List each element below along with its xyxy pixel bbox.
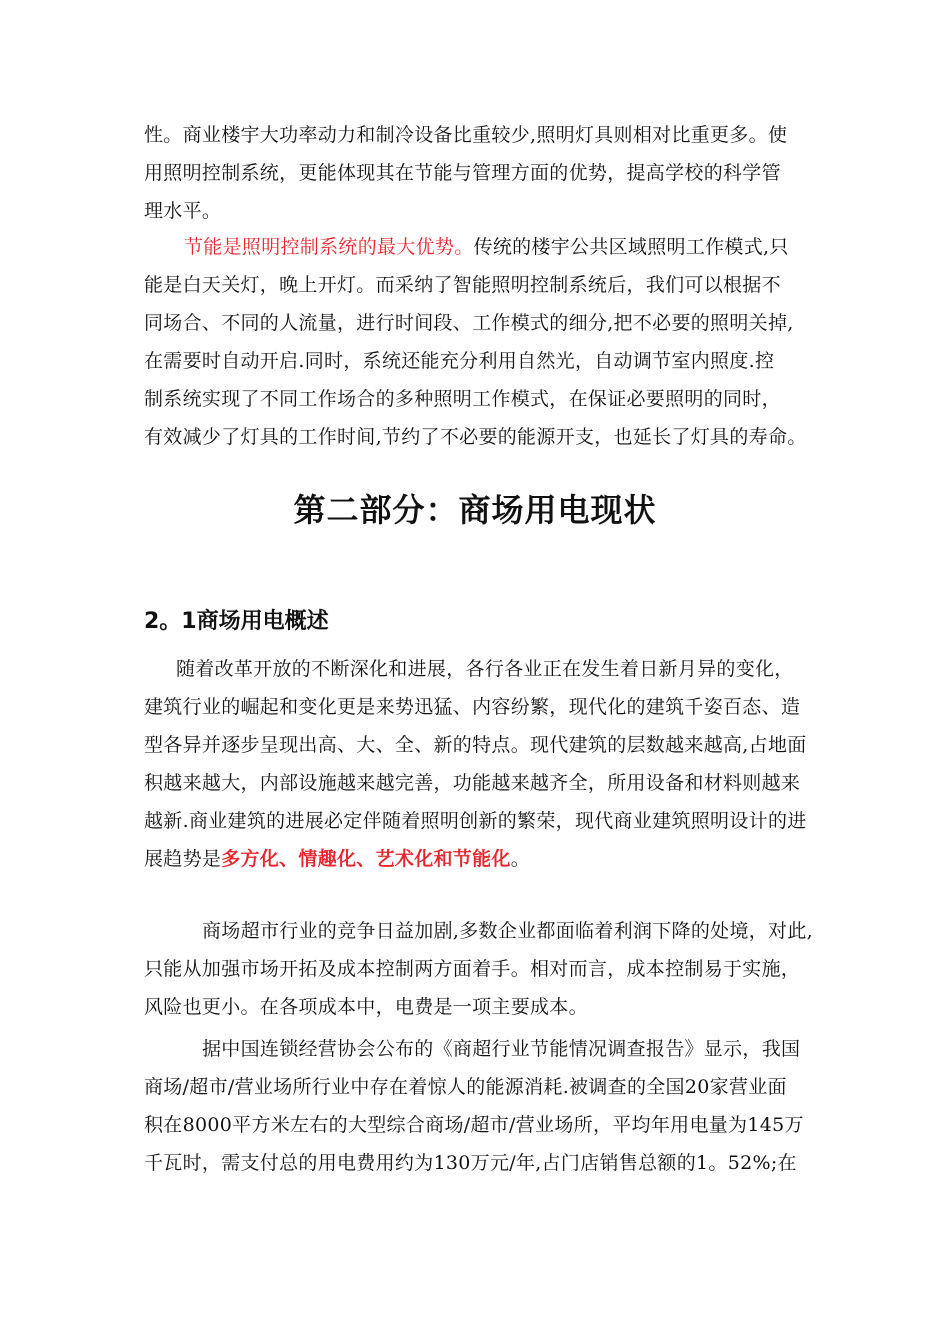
overview-line-3: 型各异并逐步呈现出高、大、全、新的特点。现代建筑的层数越来越高,占地面 (144, 734, 807, 756)
intro-line-2: 用照明控制系统，更能体现其在节能与管理方面的优势，提高学校的科学管 (144, 162, 781, 184)
energy-line-4: 在需要时自动开启.同时，系统还能充分利用自然光，自动调节室内照度.控 (144, 350, 775, 372)
intro-paragraph (144, 116, 814, 230)
overview-line-5: 越新.商业建筑的进展必定伴随着照明创新的繁荣，现代商业建筑照明设计的进 (144, 810, 807, 832)
report-line-4: 千瓦时，需支付总的用电费用约为130万元/年,占门店销售总额的1。52%;在 (144, 1152, 797, 1174)
overview-last-prefix: 展趋势是 (144, 848, 222, 870)
overview-line-6 (144, 840, 814, 878)
competition-line-1: 商场超市行业的竞争日益加剧,多数企业都面临着利润下降的处境，对此, (202, 920, 813, 942)
overview-line-4: 积越来越大，内部设施越来越完善，功能越来越齐全，所用设备和材料则越来 (144, 772, 801, 794)
overview-line-1: 随着改革开放的不断深化和进展，各行各业正在发生着日新月异的变化， (176, 658, 794, 680)
energy-line-2: 能是白天关灯，晚上开灯。而采纳了智能照明控制系统后，我们可以根据不 (144, 274, 781, 296)
intro-line-3: 理水平。 (144, 200, 222, 222)
energy-paragraph (144, 228, 814, 456)
energy-line-3: 同场合、不同的人流量，进行时间段、工作模式的细分,把不必要的照明关掉, (144, 312, 794, 334)
energy-first-rest: 传统的楼宇公共区域照明工作模式,只 (473, 236, 789, 258)
energy-line-5: 制系统实现了不同工作场合的多种照明工作模式，在保证必要照明的同时， (144, 388, 781, 410)
overview-last-suffix: 。 (510, 848, 531, 870)
overview-paragraph (144, 650, 814, 878)
report-line-2: 商场/超市/营业场所行业中存在着惊人的能源消耗.被调查的全国20家营业面 (144, 1076, 787, 1098)
report-paragraph (144, 1030, 814, 1182)
overview-highlight: 多方化、情趣化、艺术化和节能化 (221, 848, 511, 870)
report-line-3: 积在8000平方米左右的大型综合商场/超市/营业场所，平均年用电量为145万 (144, 1114, 804, 1136)
competition-line-3: 风险也更小。在各项成本中，电费是一项主要成本。 (144, 996, 588, 1018)
chapter-title: 第二部分：商场用电现状 (293, 491, 657, 529)
intro-line-1: 性。商业楼宇大功率动力和制冷设备比重较少,照明灯具则相对比重更多。使 (144, 124, 788, 146)
competition-line-2: 只能从加强市场开拓及成本控制两方面着手。相对而言，成本控制易于实施， (144, 958, 801, 980)
overview-line-2: 建筑行业的崛起和变化更是来势迅猛、内容纷繁，现代化的建筑千姿百态、造 (144, 696, 801, 718)
competition-paragraph (144, 912, 814, 1026)
energy-line-6: 有效减少了灯具的工作时间,节约了不必要的能源开支，也延长了灯具的寿命。 (144, 426, 807, 448)
section-title: 2。1商场用电概述 (144, 609, 329, 634)
energy-highlight: 节能是照明控制系统的最大优势。 (184, 236, 474, 258)
report-line-1: 据中国连锁经营协会公布的《商超行业节能情况调查报告》显示，我国 (202, 1038, 801, 1060)
energy-line-1 (144, 228, 814, 266)
